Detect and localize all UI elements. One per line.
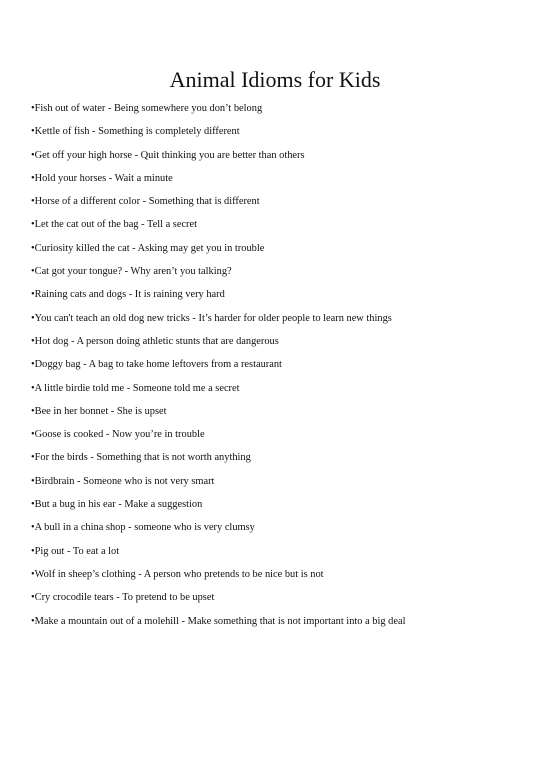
- idiom-item: •A little birdie told me - Someone told me a secret: [31, 382, 240, 394]
- idiom-item: •Fish out of water - Being somewhere you don’t belong: [31, 103, 263, 114]
- idiom-item: •But a bug in his ear - Make a suggestion: [31, 499, 203, 511]
- idiom-item: •Cat got your tongue? - Why aren’t you talking?: [31, 266, 232, 278]
- idiom-item: •For the birds - Something that is not worth anything: [31, 452, 251, 464]
- idiom-item: •Let the cat out of the bag - Tell a secret: [31, 219, 198, 231]
- idiom-item: •Get off your high horse - Quit thinking you are better than others: [31, 149, 305, 161]
- idiom-list: [31, 97, 531, 633]
- idiom-item: •You can't teach an old dog new tricks - It’s harder for older people to learn new things: [31, 312, 392, 324]
- idiom-item: •Wolf in sheep’s clothing - A person who pretends to be nice but is not: [31, 568, 324, 580]
- idiom-item: •Curiosity killed the cat - Asking may get you in trouble: [31, 242, 265, 254]
- idiom-item: •Kettle of fish - Something is completely different: [31, 126, 240, 138]
- idiom-item: •Pig out - To eat a lot: [31, 545, 120, 557]
- idiom-item: •Hot dog - A person doing athletic stunts that are dangerous: [31, 335, 279, 347]
- idiom-item: •Horse of a different color - Something that is different: [31, 196, 260, 208]
- idiom-item: •Cry crocodile tears - To pretend to be upset: [31, 592, 215, 604]
- idiom-item: •Bee in her bonnet - She is upset: [31, 405, 167, 417]
- idiom-item: •Birdbrain - Someone who is not very smart: [31, 475, 215, 487]
- idiom-item: •Goose is cooked - Now you’re in trouble: [31, 429, 205, 441]
- page-title: Animal Idioms for Kids: [169, 67, 381, 92]
- idiom-item: •Doggy bag - A bag to take home leftovers from a restaurant: [31, 359, 282, 371]
- idiom-item: •Make a mountain out of a molehill - Make something that is not important into a big deal: [31, 615, 406, 627]
- idiom-item: •Raining cats and dogs - It is raining very hard: [31, 289, 225, 301]
- idiom-item: •Hold your horses - Wait a minute: [31, 172, 173, 184]
- idiom-item: •A bull in a china shop - someone who is very clumsy: [31, 522, 255, 534]
